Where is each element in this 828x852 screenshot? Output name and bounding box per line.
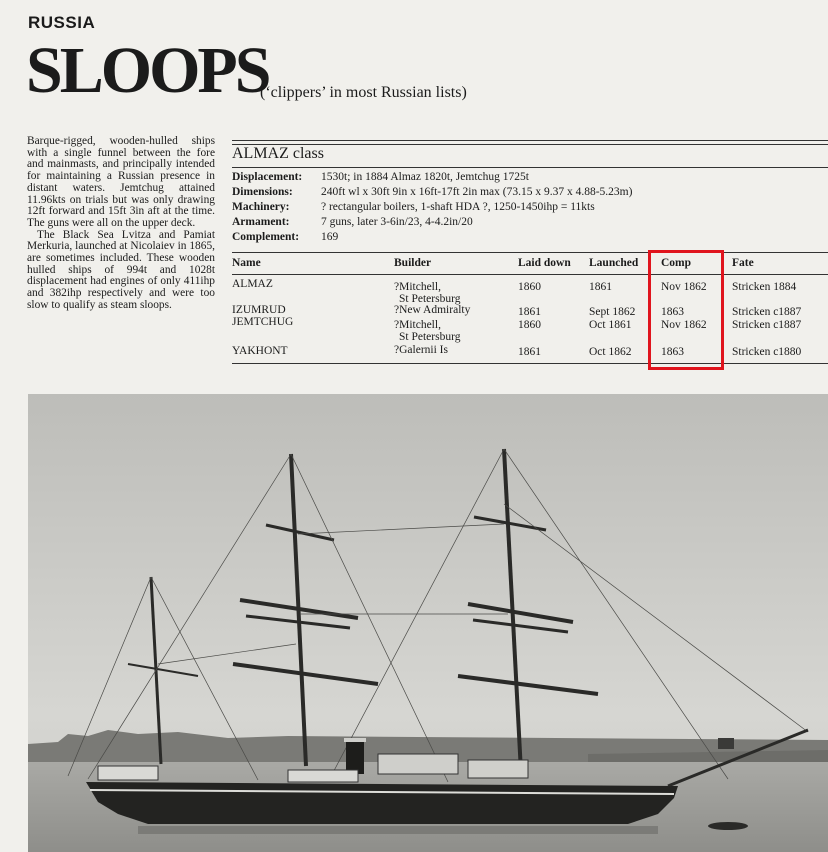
divider <box>232 167 828 168</box>
page-title: SLOOPS <box>26 34 269 107</box>
spec-value: 169 <box>321 231 339 243</box>
divider <box>232 363 828 364</box>
cell-builder-line2: St Petersburg <box>399 331 461 343</box>
column-header-name: Name <box>232 257 261 269</box>
cell-laid-down: 1860 <box>518 319 541 331</box>
column-header-fate: Fate <box>732 257 754 269</box>
column-header-comp: Comp <box>661 257 692 269</box>
class-heading: ALMAZ class <box>232 145 324 162</box>
cell-comp: Nov 1862 <box>661 319 707 331</box>
cell-builder: ?Mitchell, <box>394 319 441 331</box>
cell-fate: Stricken c1880 <box>732 346 802 358</box>
cell-laid-down: 1861 <box>518 346 541 358</box>
cell-comp: 1863 <box>661 346 684 358</box>
spec-value: 240ft wl x 30ft 9in x 16ft-17ft 2in max (73.15 x 9.37 x 4.88-5.23m) <box>321 186 633 198</box>
spec-label: Dimensions: <box>232 186 293 198</box>
cell-laid-down: 1861 <box>518 306 541 318</box>
spec-label: Armament: <box>232 216 290 228</box>
intro-text <box>27 136 215 312</box>
divider <box>232 252 828 253</box>
divider <box>232 140 828 141</box>
cell-builder-line2: St Petersburg <box>399 293 461 305</box>
highlight-box <box>648 250 724 370</box>
cell-name: YAKHONT <box>232 345 288 357</box>
spec-label: Machinery: <box>232 201 290 213</box>
cell-fate: Stricken c1887 <box>732 306 802 318</box>
spec-label: Displacement: <box>232 171 303 183</box>
spec-value: 1530t; in 1884 Almaz 1820t, Jemtchug 1725t <box>321 171 529 183</box>
column-header-launched: Launched <box>589 257 639 269</box>
spec-value: 7 guns, later 3-6in/23, 4-4.2in/20 <box>321 216 473 228</box>
intro-paragraph-1: Barque-rigged, wooden-hulled ships with a single funnel between the fore and mainmasts, and principally intended for maintaining a Russian presence in distant waters. Jemtchug attained 11.96kts on trials but was only drawing 12ft forward and 15ft 3in aft at the time. The guns were all on the upper deck. <box>27 135 215 229</box>
intro-paragraph-2: The Black Sea Lvitza and Pamiat Merkuria, launched at Nicolaiev in 1865, are sometimes included. These wooden hulled ships of 994t and 1028t displacement had engines of only 411ihp and 382ihp respectively and were too slow to qualify as steam sloops. <box>27 228 215 311</box>
cell-comp: Nov 1862 <box>661 281 707 293</box>
cell-launched: Oct 1861 <box>589 319 632 331</box>
cell-launched: 1861 <box>589 281 612 293</box>
cell-comp: 1863 <box>661 306 684 318</box>
column-header-laid-down: Laid down <box>518 257 571 269</box>
cell-builder: ?Mitchell, <box>394 281 441 293</box>
cell-name: ALMAZ <box>232 278 273 290</box>
column-header-builder: Builder <box>394 257 432 269</box>
page-subtitle: (‘clippers’ in most Russian lists) <box>260 84 467 101</box>
cell-launched: Oct 1862 <box>589 346 632 358</box>
section-heading: RUSSIA <box>28 13 96 32</box>
spec-label: Complement: <box>232 231 300 243</box>
cell-name: JEMTCHUG <box>232 316 294 328</box>
divider <box>232 274 828 275</box>
cell-launched: Sept 1862 <box>589 306 636 318</box>
cell-laid-down: 1860 <box>518 281 541 293</box>
spec-value: ? rectangular boilers, 1-shaft HDA ?, 1250-1450ihp = 11kts <box>321 201 595 213</box>
cell-builder: ?Galernii Is <box>394 344 448 356</box>
cell-fate: Stricken c1887 <box>732 319 802 331</box>
cell-name: IZUMRUD <box>232 304 286 316</box>
ship-photograph <box>28 394 828 852</box>
cell-builder: ?New Admiralty <box>394 304 471 316</box>
cell-fate: Stricken 1884 <box>732 281 797 293</box>
